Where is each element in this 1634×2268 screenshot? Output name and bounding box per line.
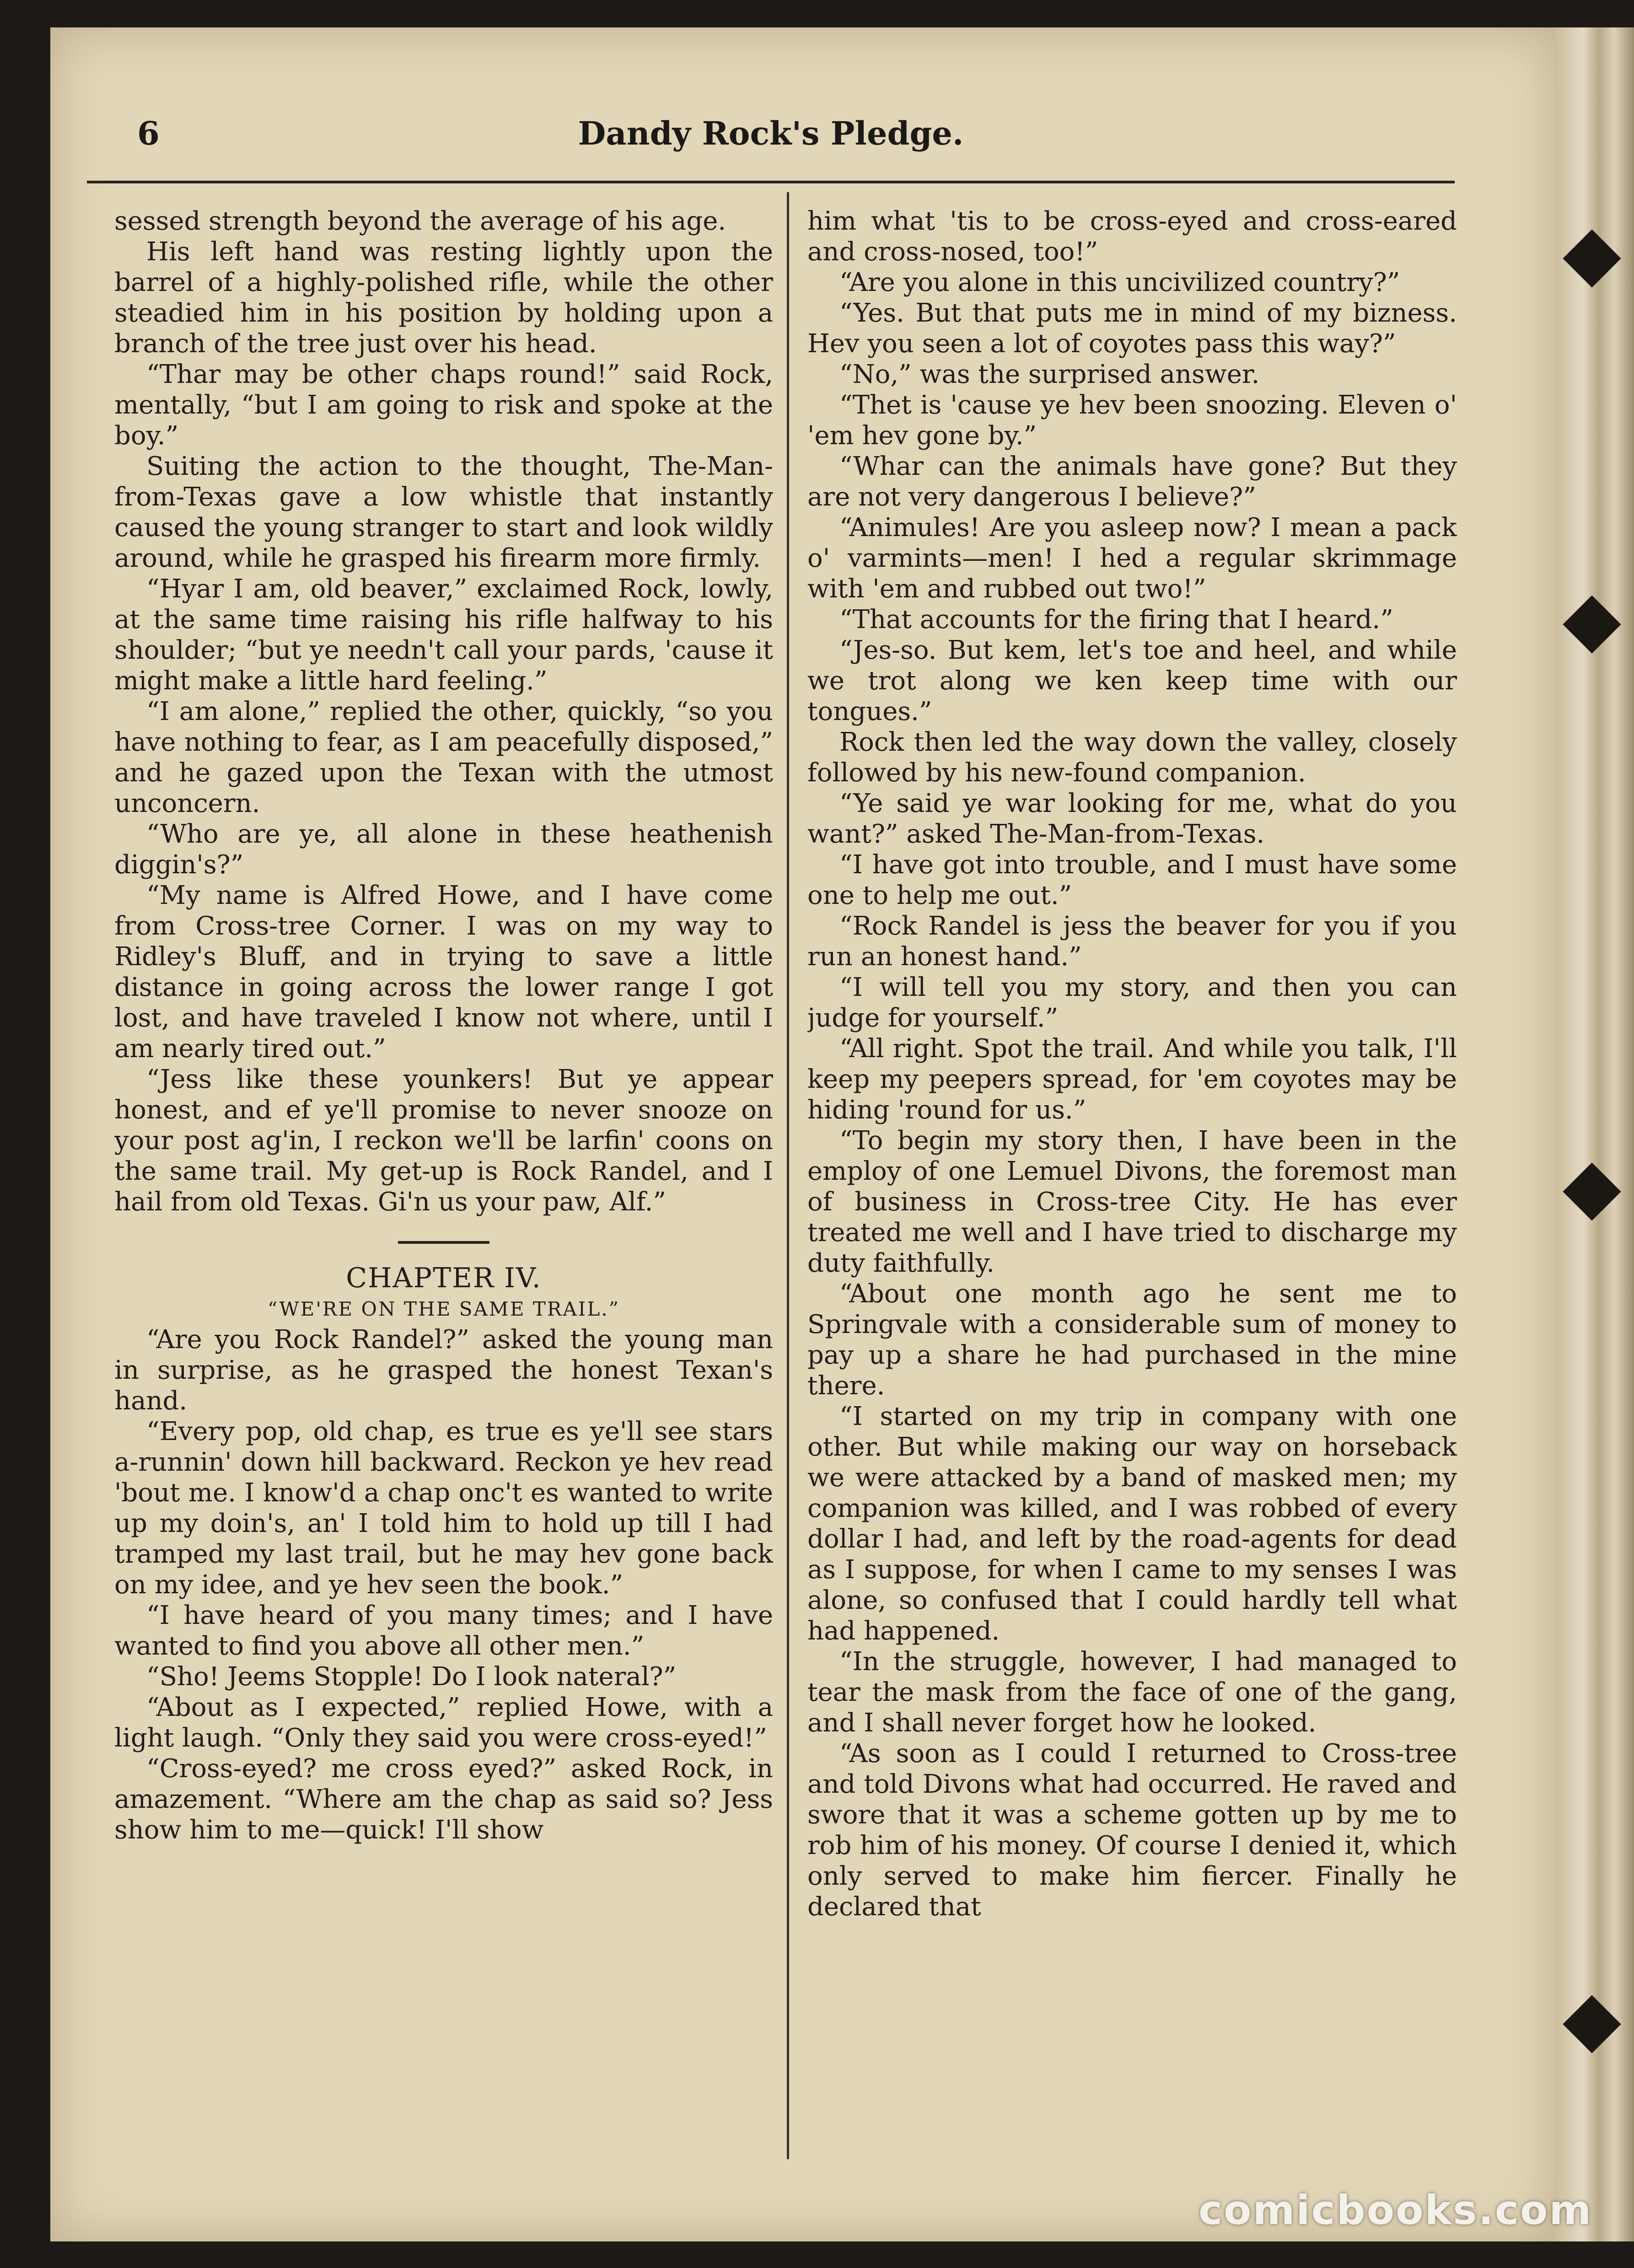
paragraph: “Ye said ye war looking for me, what do you want?” asked The-Man-from-Texas. [807,789,1457,849]
paragraph: “Are you alone in this uncivilized country?” [839,268,1400,297]
paragraph: Suiting the action to the thought, The-Man-from-Texas gave a low whistle that instantly caused the young stranger to start and look wildly around, while he grasped his firearm more firmly. [114,451,773,573]
paragraph: Rock then led the way down the valley, closely followed by his new-found companion. [807,727,1457,788]
paragraph: “Jess like these younkers! But ye appear honest, and ef ye'll promise to never snooze on your post ag'in, I reckon we'll be larfin' coons on the same trail. My get-up is Rock Randel, and I hail from old Texas. Gi'n us your paw, Alf.” [114,1064,773,1217]
paragraph: “About as I expected,” replied Howe, with a light laugh. “Only they said you were cross-eyed!” [114,1693,773,1753]
paragraph: sessed strength beyond the average of his age. [114,206,726,236]
page-number: 6 [137,114,160,152]
paragraph: “Hyar I am, old beaver,” exclaimed Rock, lowly, at the same time raising his rifle halfway to his shoulder; “but ye needn't call your pards, 'cause it might make a little hard feeling.” [114,574,773,696]
paragraph: “Cross-eyed? me cross eyed?” asked Rock, in amazement. “Where am the chap as said so? Jess show him to me—quick! I'll show [114,1754,773,1845]
paragraph: “Thar may be other chaps round!” said Rock, mentally, “but I am going to risk and spoke at the boy.” [114,360,773,451]
chapter-title: CHAPTER IV. [346,1262,542,1294]
paragraph: “All right. Spot the trail. And while you talk, I'll keep my peepers spread, for 'em coyotes may be hiding 'round for us.” [807,1034,1457,1125]
paragraph: “I have got into trouble, and I must have some one to help me out.” [807,850,1457,910]
paragraph: “Jes-so. But kem, let's toe and heel, and while we trot along we ken keep time with our tongues.” [807,635,1457,726]
paragraph: “Who are ye, all alone in these heathenish diggin's?” [114,819,773,880]
paragraph: “That accounts for the firing that I heard.” [839,605,1393,634]
paragraph: “Thet is 'cause ye hev been snoozing. Eleven o' 'em hev gone by.” [807,390,1457,451]
paragraph: “Yes. But that puts me in mind of my bizness. Hev you seen a lot of coyotes pass this way?” [807,298,1457,359]
chapter-divider [398,1241,489,1244]
paragraph: “Are you Rock Randel?” asked the young man in surprise, as he grasped the honest Texan's hand. [114,1325,773,1416]
paragraph: “I will tell you my story, and then you can judge for yourself.” [807,973,1457,1033]
chapter-subtitle: “WE'RE ON THE SAME TRAIL.” [267,1298,620,1320]
page-header [87,114,1455,174]
column-divider [787,192,789,2159]
paragraph: “I am alone,” replied the other, quickly, “so you have nothing to fear, as I am peacefully disposed,” and he gazed upon the Texan with the utmost unconcern. [114,697,773,818]
paragraph: “As soon as I could I returned to Cross-tree and told Divons what had occurred. He raved and swore that it was a scheme gotten up by me to rob him of his money. Of course I denied it, which only served to make him fiercer. Finally he declared that [807,1739,1457,1922]
paragraph: “To begin my story then, I have been in the employ of one Lemuel Divons, the foremost man of business in Cross-tree City. He has ever treated me well and I have tried to discharge my duty faithfully. [807,1126,1457,1278]
paragraph: “No,” was the surprised answer. [839,360,1260,389]
paragraph: “About one month ago he sent me to Springvale with a considerable sum of money to pay up a share he had purchased in the mine there. [807,1279,1457,1401]
left-column [114,206,773,2159]
paragraph: “Sho! Jeems Stopple! Do I look nateral?” [146,1662,677,1692]
page-binding [1555,27,1634,2241]
paragraph: “Every pop, old chap, es true es ye'll see stars a-runnin' down hill backward. Reckon ye hev read 'bout me. I know'd a chap onc't es wanted to write up my doin's, an' I told him to hold up till I had tramped my last trail, but he may hev gone back on my idee, and ye hev seen the book.” [114,1417,773,1600]
running-title: Dandy Rock's Pledge. [578,114,964,152]
paragraph: “Animules! Are you asleep now? I mean a pack o' varmints—men! I hed a regular skrimmage with 'em and rubbed out two!” [807,513,1457,604]
site-watermark: comicbooks.com [1199,2187,1593,2234]
paragraph: “My name is Alfred Howe, and I have come from Cross-tree Corner. I was on my way to Ridley's Bluff, and in trying to save a little distance in going across the lower range I got lost, and have traveled I know not where, until I am nearly tired out.” [114,881,773,1064]
paragraph: “I have heard of you many times; and I have wanted to find you above all other men.” [114,1601,773,1661]
header-rule [87,181,1455,183]
paragraph: “In the struggle, however, I had managed to tear the mask from the face of one of the gang, and I shall never forget how he looked. [807,1647,1457,1738]
paragraph: “Whar can the animals have gone? But they are not very dangerous I believe?” [807,451,1457,512]
right-column [807,206,1457,2159]
paragraph: His left hand was resting lightly upon the barrel of a highly-polished rifle, while the other steadied him in his position by holding upon a branch of the tree just over his head. [114,237,773,359]
paragraph: “I started on my trip in company with one other. But while making our way on horseback we were attacked by a band of masked men; my companion was killed, and I was robbed of every dollar I had, and left by the road-agents for dead as I suppose, for when I came to my senses I was alone, so confused that I could hardly tell what had happened. [807,1402,1457,1646]
paragraph: him what 'tis to be cross-eyed and cross-eared and cross-nosed, too!” [807,206,1457,267]
paragraph: “Rock Randel is jess the beaver for you if you run an honest hand.” [807,911,1457,972]
